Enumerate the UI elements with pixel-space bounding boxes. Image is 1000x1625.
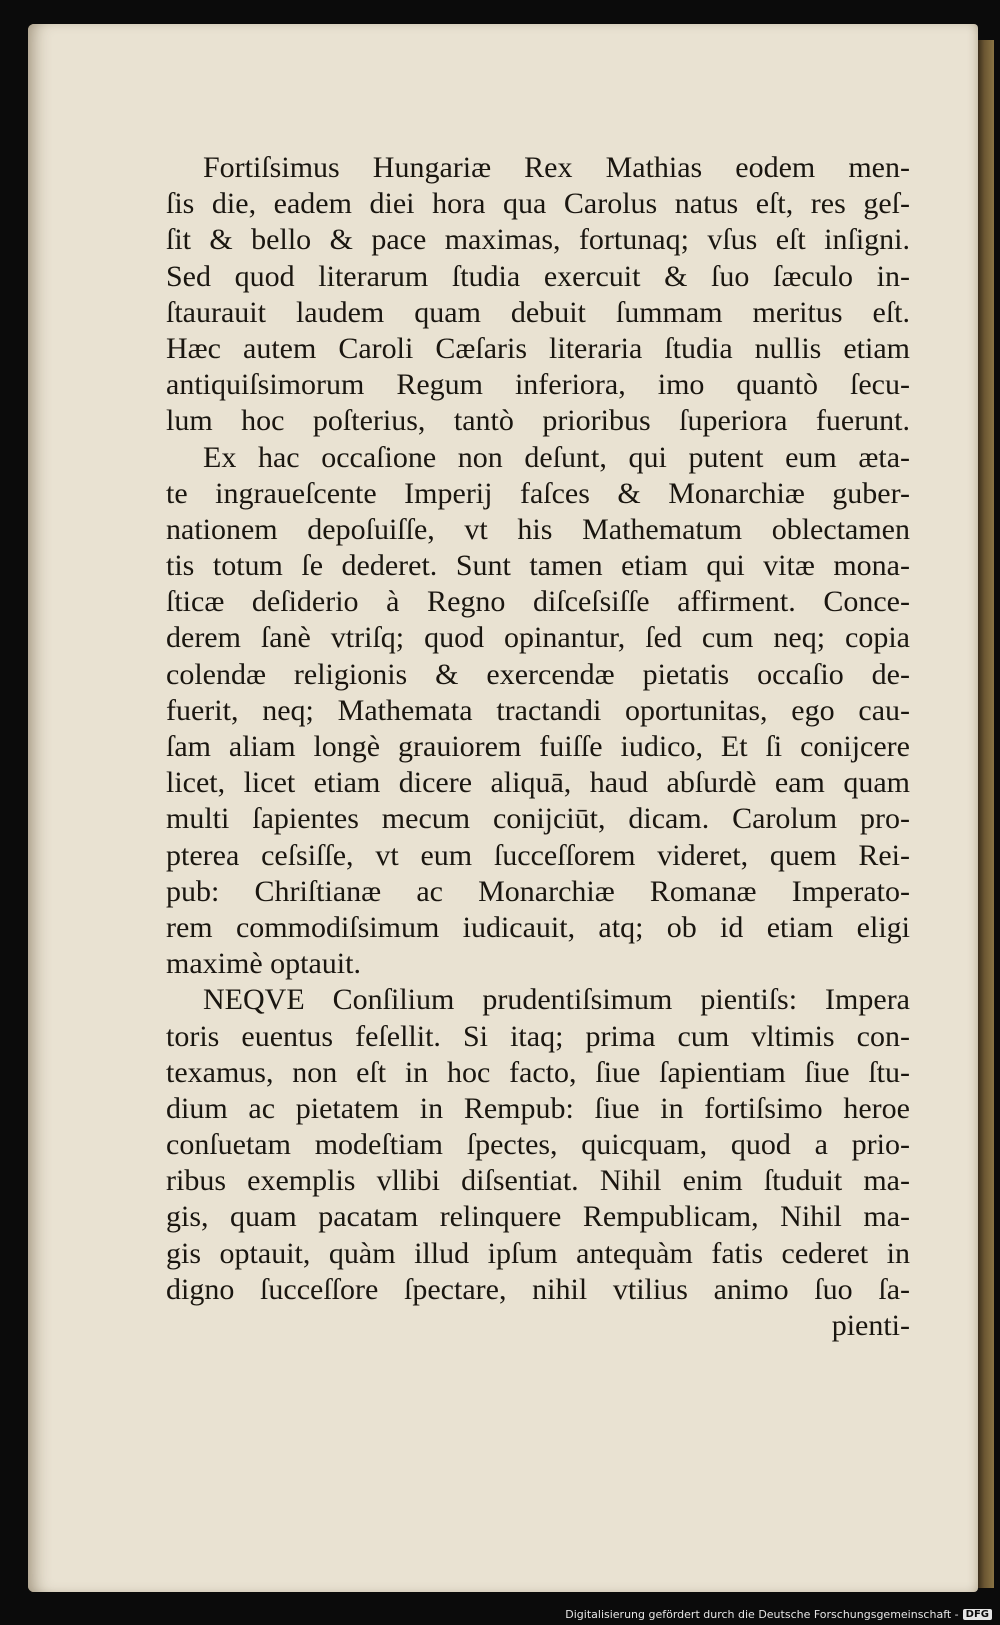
dfg-logo: DFG — [963, 1609, 992, 1620]
text-line: gis, quam pacatam relinquere Rempublicam, Nihil ma- — [166, 1200, 910, 1234]
text-line: nationem depoſuiſſe, vt his Mathematum oblectamen — [166, 512, 910, 546]
text-line: tis totum ſe dederet. Sunt tamen etiam qui vitæ mona- — [166, 549, 910, 583]
text-line: licet, licet etiam dicere aliquā, haud abſurdè eam quam — [166, 766, 910, 800]
text-line: Hæc autem Caroli Cæſaris literaria ſtudia nullis etiam — [166, 331, 910, 365]
text-line: Fortiſsimus Hungariæ Rex Mathias eodem men- — [203, 151, 910, 184]
text-line: ribus exemplis vllibi diſsentiat. Nihil enim ſtuduit ma- — [166, 1164, 910, 1198]
text-line: antiquiſsimorum Regum inferiora, imo quantò ſecu- — [166, 368, 910, 402]
text-line: gis optauit, quàm illud ipſum antequàm fatis cederet in — [166, 1236, 910, 1270]
page-edge — [978, 40, 994, 1588]
text-line: Ex hac occaſione non deſunt, qui putent eum æta- — [203, 440, 910, 474]
credit-text: Digitalisierung gefördert durch die Deutsche Forschungsgemeinschaft - — [565, 1608, 959, 1621]
text-line: Sed quod literarum ſtudia exercuit & ſuo ſæculo in- — [166, 259, 910, 293]
text-line: NEQVE Conſilium prudentiſsimum pientiſs: Impera — [203, 983, 910, 1017]
text-line: texamus, non eſt in hoc facto, ſiue ſapientiam ſiue ſtu- — [166, 1055, 910, 1089]
text-line: colendæ religionis & exercendæ pietatis occaſio de- — [166, 657, 910, 691]
text-line: ſis die, eadem diei hora qua Carolus natus eſt, res geſ- — [166, 187, 910, 221]
text-line: derem ſanè vtriſq; quod opinantur, ſed cum neq; copia — [166, 621, 910, 655]
text-line: ſam aliam longè grauiorem fuiſſe iudico, Et ſi conijcere — [166, 730, 910, 763]
page-text — [166, 150, 910, 1344]
text-line: digno ſucceſſore ſpectare, nihil vtilius animo ſuo ſa- — [166, 1272, 910, 1306]
text-line: te ingraueſcente Imperij faſces & Monarchiæ guber- — [166, 476, 910, 510]
text-line: multi ſapientes mecum conijciūt, dicam. Carolum pro- — [166, 802, 910, 836]
catchword: pienti- — [831, 1309, 910, 1342]
text-line: ſtaurauit laudem quam debuit ſummam meritus eſt. — [166, 295, 910, 329]
text-line: dium ac pietatem in Rempub: ſiue in fortiſsimo heroe — [166, 1091, 910, 1125]
text-line: pub: Chriſtianæ ac Monarchiæ Romanæ Imperato- — [166, 874, 910, 908]
digitization-credit — [565, 1608, 992, 1621]
text-line: ſticæ deſiderio à Regno diſceſsiſſe affirment. Conce- — [166, 585, 910, 619]
text-line: ſit & bello & pace maximas, fortunaq; vſus eſt inſigni. — [166, 223, 910, 257]
text-line: fuerit, neq; Mathemata tractandi oportunitas, ego cau- — [166, 693, 910, 727]
text-line: rem commodiſsimum iudicauit, atq; ob id etiam eligi — [166, 910, 910, 944]
text-line: conſuetam modeſtiam ſpectes, quicquam, quod a prio- — [166, 1128, 910, 1162]
text-line: pterea ceſsiſſe, vt eum ſucceſſorem videret, quem Rei- — [166, 838, 910, 872]
text-line: toris euentus feſellit. Si itaq; prima cum vltimis con- — [166, 1019, 910, 1053]
text-line: maximè optauit. — [166, 947, 361, 981]
text-line: lum hoc poſterius, tantò prioribus ſuperiora fuerunt. — [166, 404, 910, 438]
